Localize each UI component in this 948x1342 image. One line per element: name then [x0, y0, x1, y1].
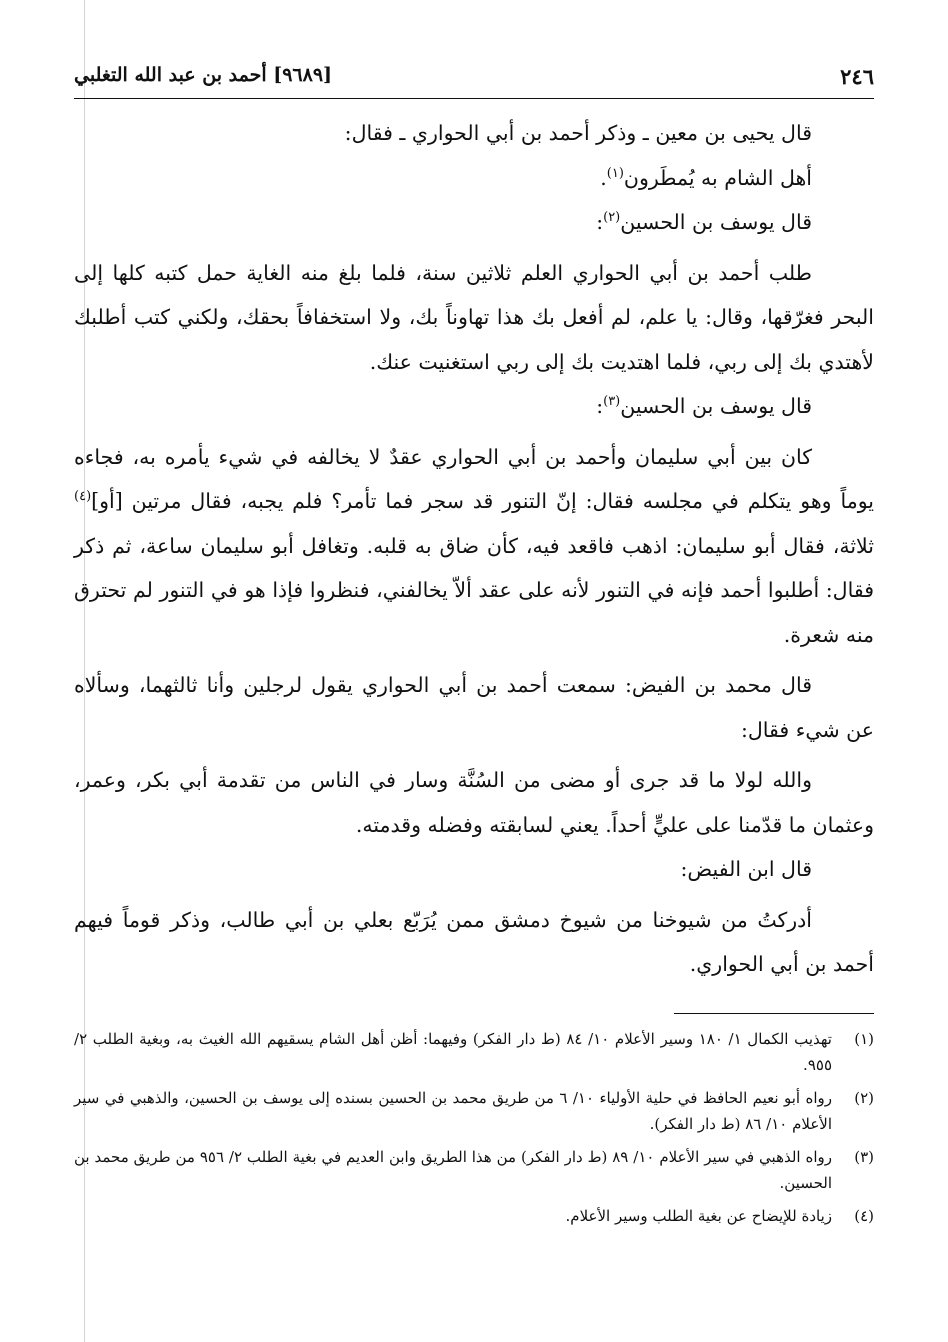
- footnote: [74, 1144, 874, 1196]
- footnote-number: (٣): [854, 1147, 874, 1166]
- running-title: [٩٦٨٩] أحمد بن عبد الله التغلبي: [74, 64, 333, 86]
- paragraph-5-end: :: [596, 394, 604, 418]
- footnote-ref-1: (١): [606, 165, 624, 181]
- footnote-number: (٤): [854, 1206, 874, 1225]
- page-number: ٢٤٦: [840, 64, 874, 89]
- paragraph-3-text: قال يوسف بن الحسين: [620, 210, 812, 234]
- footnote: [74, 1026, 874, 1078]
- paragraph-3-end: :: [596, 210, 604, 234]
- paragraph-1: قال يحيى بن معين ـ وذكر أحمد بن أبي الحواري ـ فقال:: [344, 121, 812, 145]
- footnote-number: (١): [854, 1029, 874, 1048]
- footnote-text: رواه أبو نعيم الحافظ في حلية الأولياء ١٠/ ٦ من طريق محمد بن الحسين بسنده إلى يوسف بن الحسين، والذهبي في سير الأعلام ١٠/ ٨٦ (ط دار الفكر).: [74, 1088, 832, 1133]
- page-header: [74, 58, 874, 99]
- paragraph-6: [74, 435, 874, 658]
- paragraph-2-end: .: [600, 165, 607, 190]
- paragraph-2: [74, 156, 874, 201]
- paragraph-5: [74, 384, 874, 429]
- main-text: [74, 111, 874, 987]
- paragraph-5-text: قال يوسف بن الحسين: [620, 394, 812, 418]
- footnote-number: (٢): [854, 1088, 874, 1107]
- paragraph-8: والله لولا ما قد جرى أو مضى من السُنَّة وسار في الناس من تقدمة أبي بكر، وعمر، وعثمان ما قدّمنا على عليٍّ أحداً. يعني لسابقته وفضله وقدمته.: [74, 768, 874, 837]
- footnotes: [74, 1026, 874, 1229]
- paragraph-4: طلب أحمد بن أبي الحواري العلم ثلاثين سنة، فلما بلغ منه الغاية حمل كتبه كلها إلى البحر فغرّقها، وقال: يا علم، لم أفعل بك هذا تهاوناً بك، ولا استخفافاً بحقك، ولكني كتب أطلبك لأهتدي بك إلى ربي، فلما اهتديت بك إلى ربي استغنيت عنك.: [74, 260, 874, 374]
- footnote-ref-4: (٤): [74, 489, 92, 505]
- footnote-text: رواه الذهبي في سير الأعلام ١٠/ ٨٩ (ط دار الفكر) من هذا الطريق وابن العديم في بغية الطلب ٢/ ٩٥٦ من طريق محمد بن الحسين.: [74, 1147, 833, 1192]
- paragraph-7: قال محمد بن الفيض: سمعت أحمد بن أبي الحواري يقول لرجلين وأنا ثالثهما، وسألاه عن شيء فقال:: [74, 673, 874, 742]
- footnote-ref-3: (٣): [603, 394, 621, 410]
- footnote-text: زيادة للإيضاح عن بغية الطلب وسير الأعلام.: [565, 1206, 832, 1225]
- footnote: [74, 1203, 874, 1229]
- footnote-separator: [674, 1013, 874, 1014]
- footnote-text: تهذيب الكمال ١/ ١٨٠ وسير الأعلام ١٠/ ٨٤ (ط دار الفكر) وفيهما: أظن أهل الشام يسقيهم الله الغيث به، وبغية الطلب ٢/ ٩٥٥.: [74, 1029, 832, 1074]
- footnote-ref-2: (٢): [603, 210, 621, 226]
- footnote: [74, 1085, 874, 1137]
- paragraph-10: أدركتُ من شيوخنا من شيوخ دمشق ممن يُرَبّع بعلي بن أبي طالب، وذكر قوماً فيهم أحمد بن أبي الحواري.: [74, 907, 874, 976]
- paragraph-6-part-b: ثلاثة، فقال أبو سليمان: اذهب فاقعد فيه، كأن ضاق به قلبه. وتغافل أبو سليمان ساعة، ثم ذكر فقال: أطلبوا أحمد فإنه في التنور لأنه على عقد ألاّ يخالفني، فنظروا فإذا هو في التنور لم تحترق منه شعرة.: [74, 533, 874, 647]
- paragraph-3: [74, 200, 874, 245]
- paragraph-6-part-a: كان بين أبي سليمان وأحمد بن أبي الحواري عقدٌ لا يخالفه في شيء يأمره به، فجاءه يوماً وهو يتكلم في مجلسه فقال: إنّ التنور قد سجر فما تأمر؟ فلم يجبه، فقال مرتين [أو]: [74, 444, 874, 513]
- book-page: [74, 58, 874, 1236]
- paragraph-9: قال ابن الفيض:: [680, 857, 812, 881]
- paragraph-2-text: أهل الشام به يُمطَرون: [623, 165, 812, 190]
